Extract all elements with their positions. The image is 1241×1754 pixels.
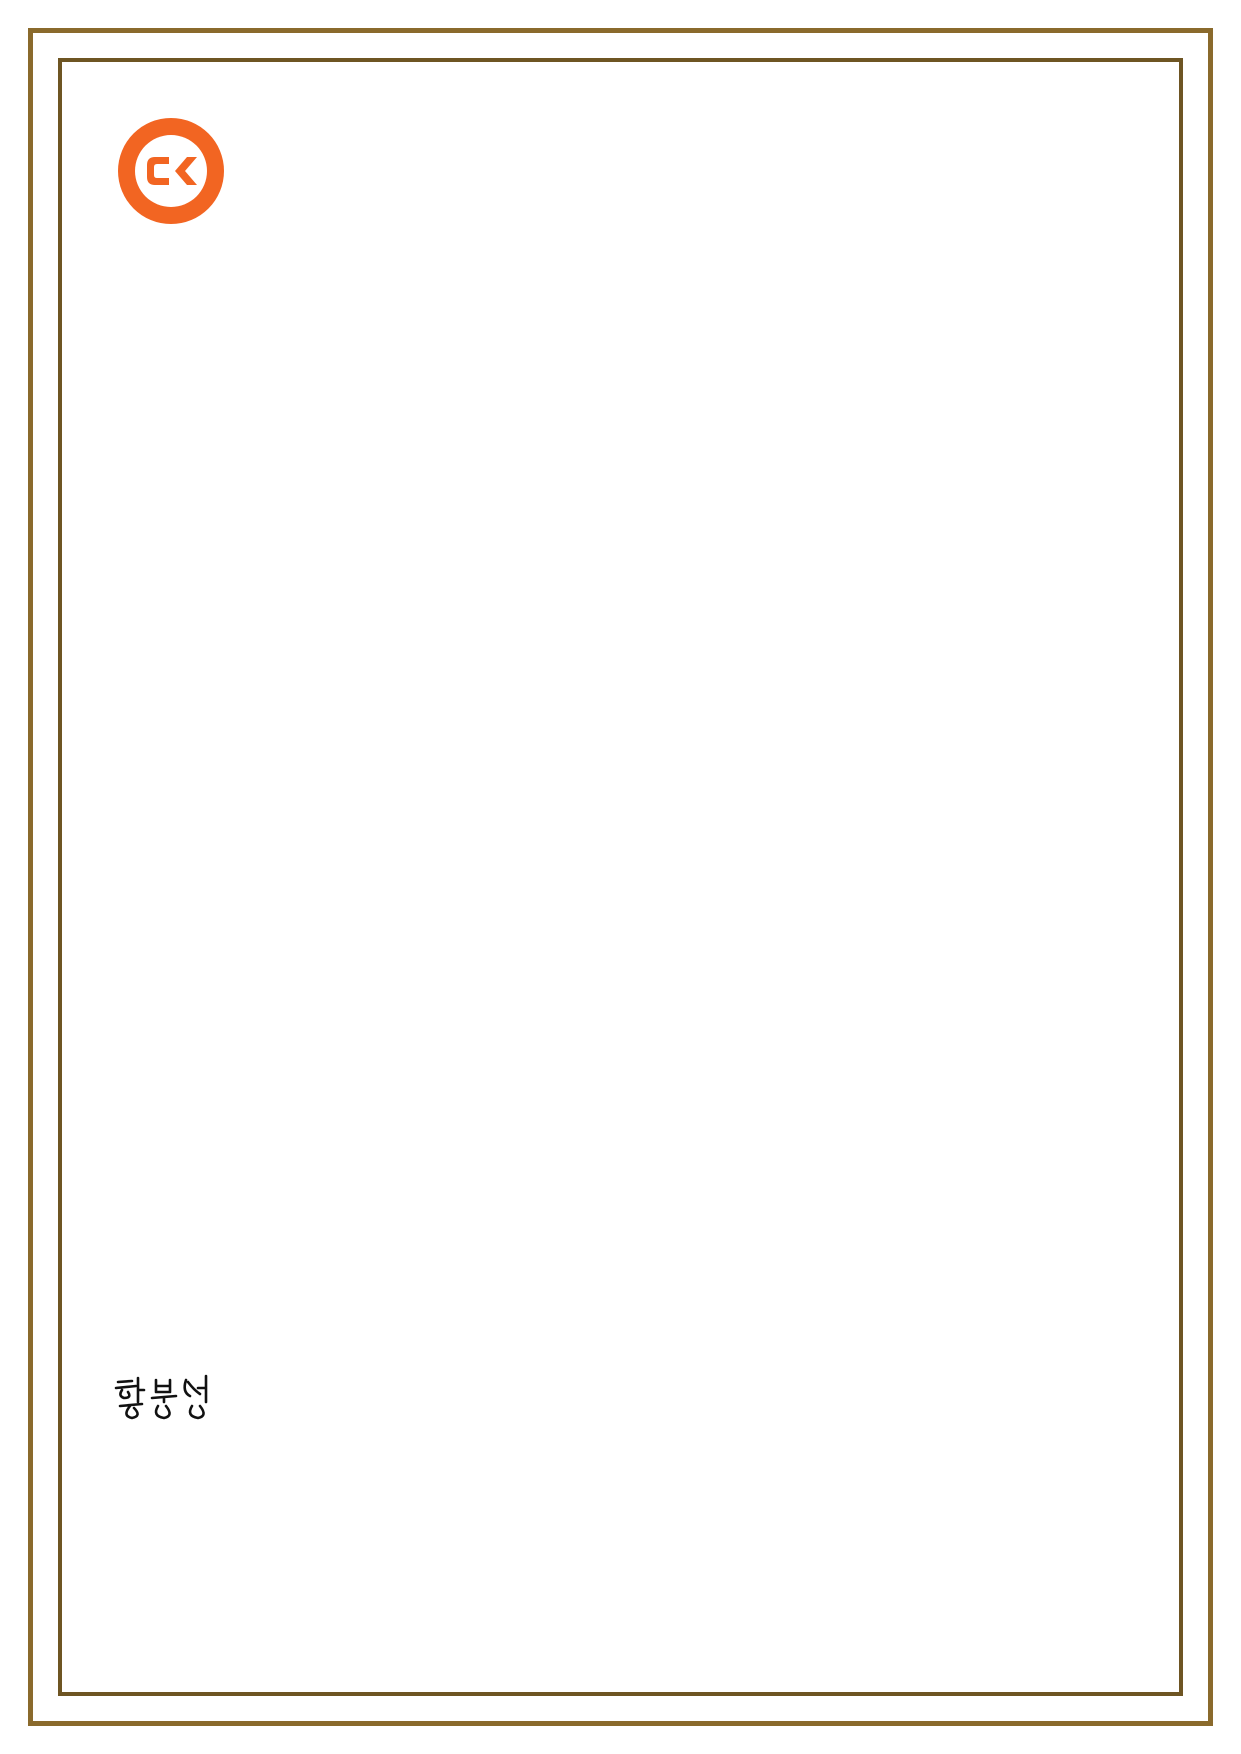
handwritten-signature <box>112 1372 222 1422</box>
letter-body <box>118 410 678 420</box>
college-logo <box>117 117 225 225</box>
subtitle-quote <box>117 330 121 360</box>
decorative-wave-mesh <box>62 62 1179 1692</box>
letter-page <box>58 58 1183 1696</box>
